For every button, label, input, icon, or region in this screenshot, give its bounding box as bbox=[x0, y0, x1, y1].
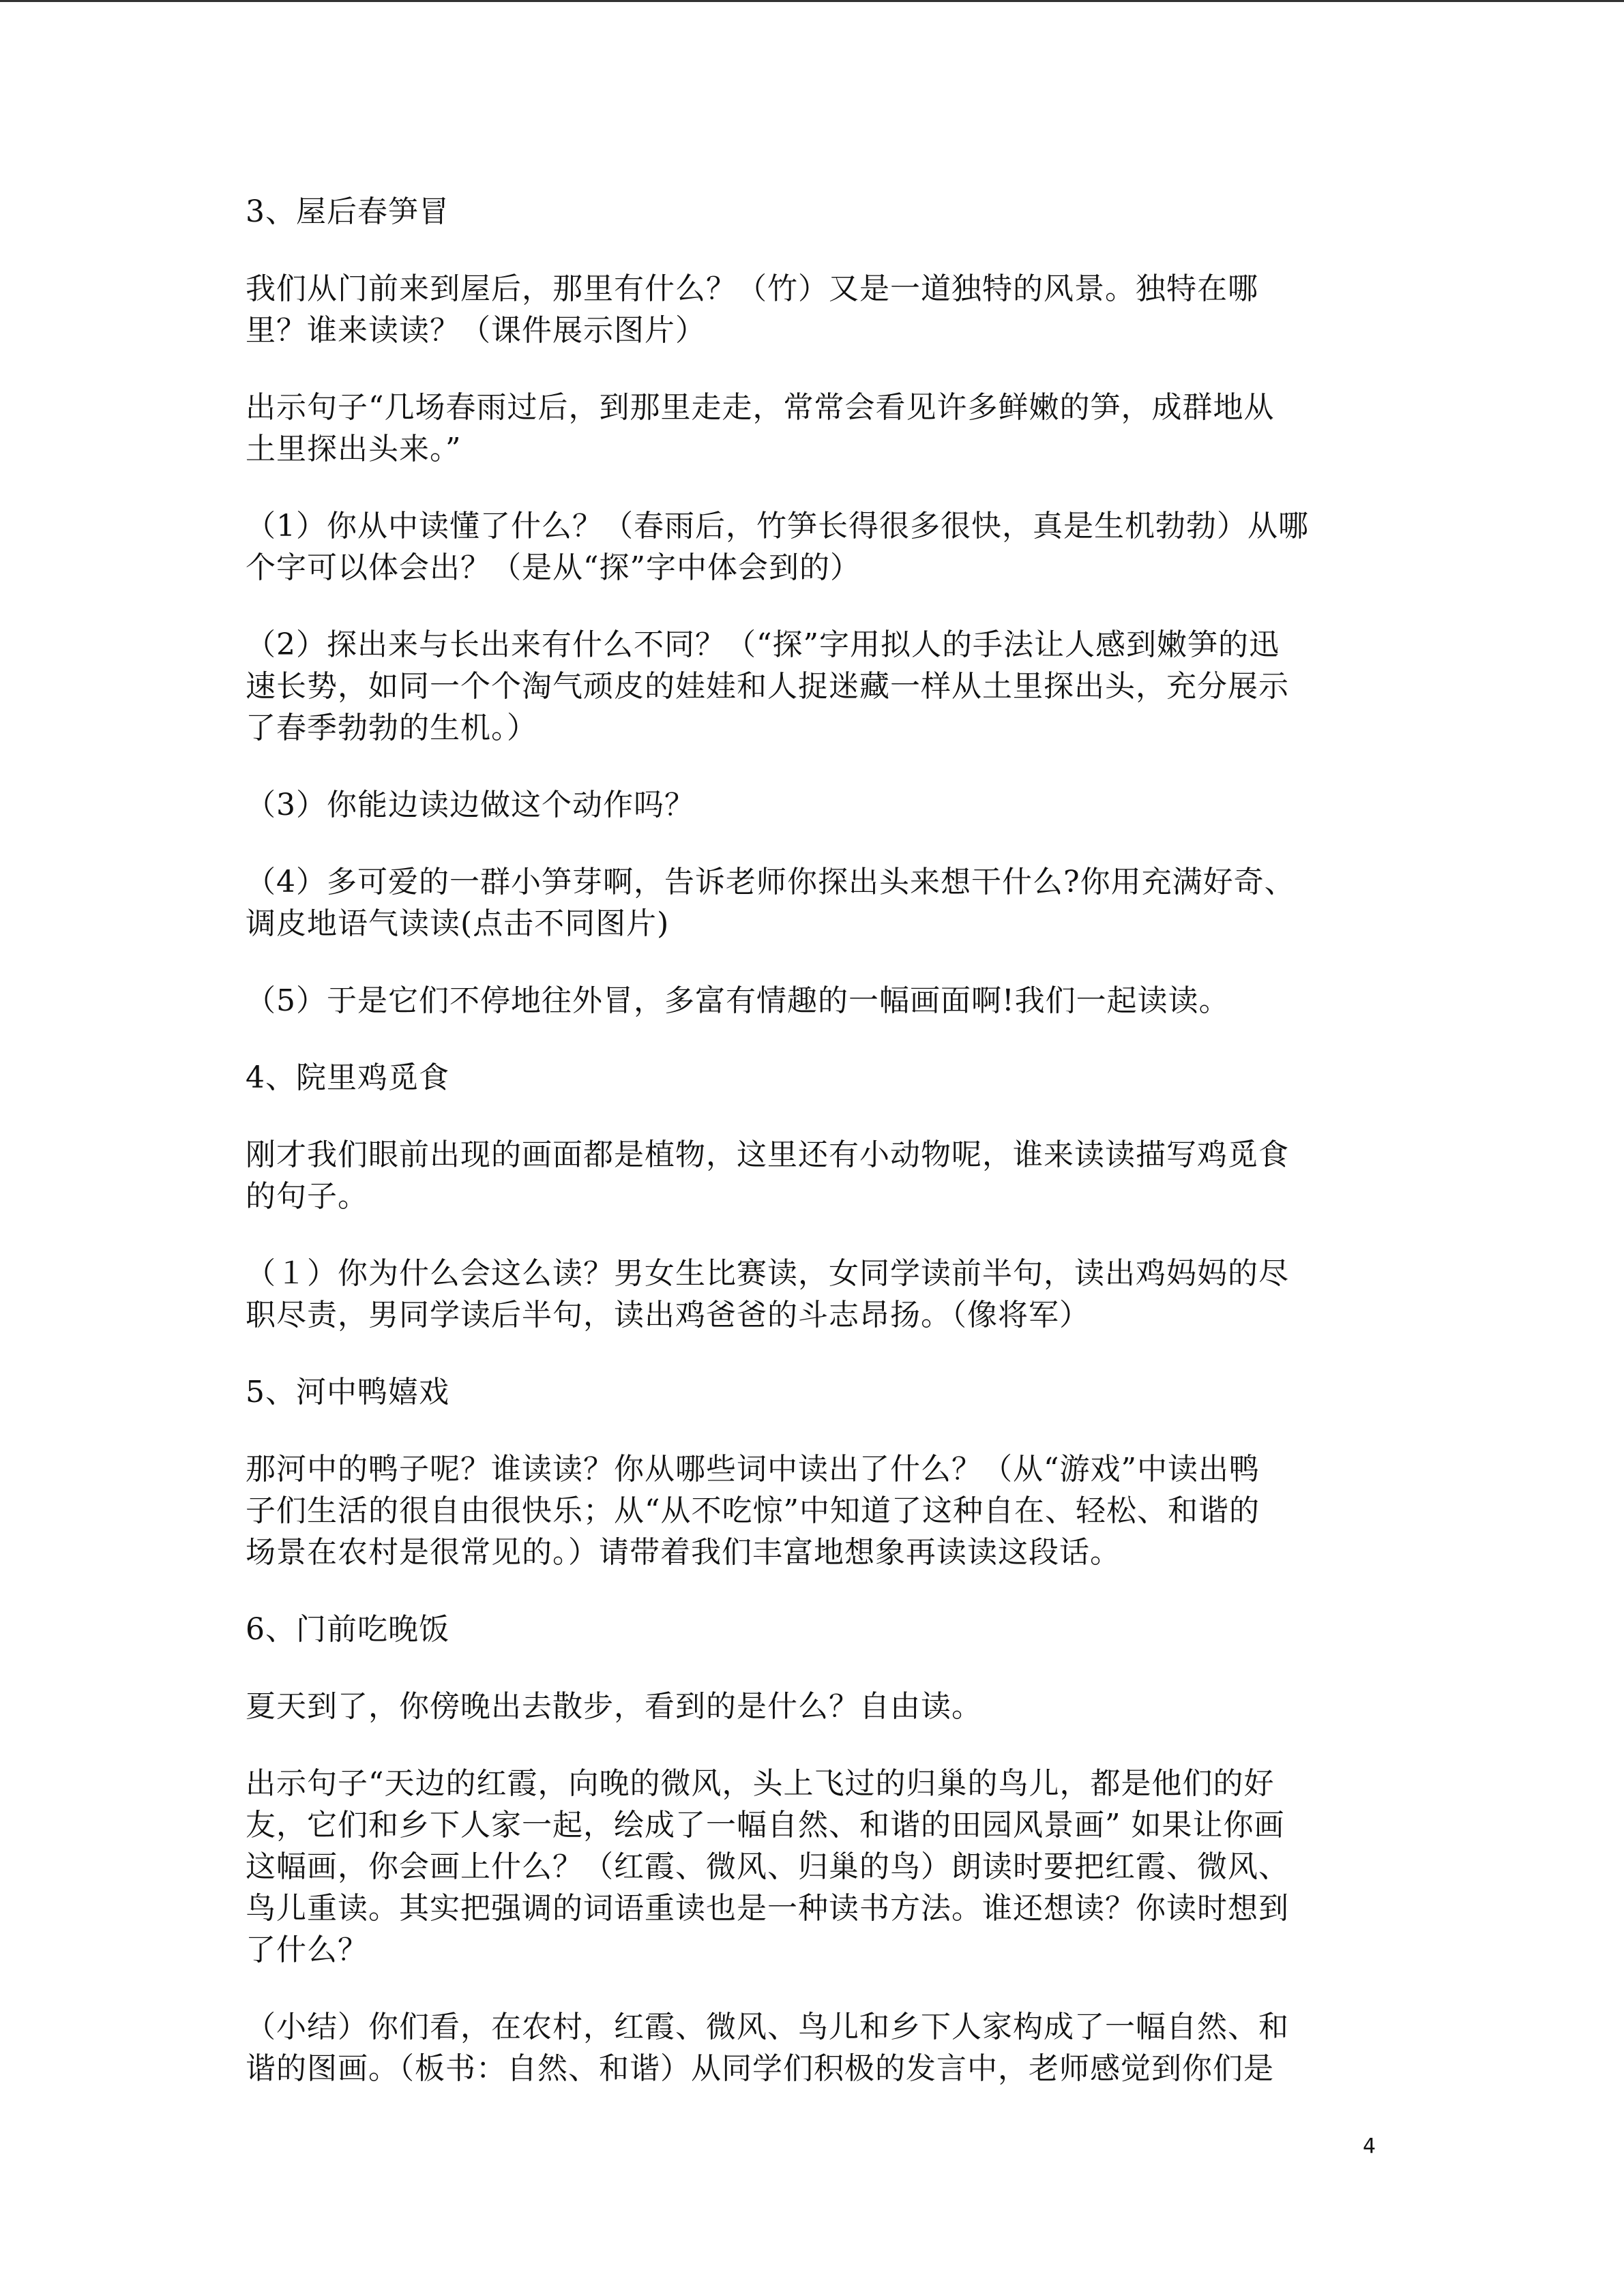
paragraph: 刚才我们眼前出现的画面都是植物，这里还有小动物呢，谁来读读描写鸡觅食 的句子。 bbox=[246, 1137, 1289, 1214]
page-number: 4 bbox=[1363, 2134, 1376, 2158]
section-heading-dinner: 6、门前吃晚饭 bbox=[246, 1612, 449, 1647]
document-body bbox=[246, 191, 1391, 2125]
paragraph: 夏天到了，你傍晚出去散步，看到的是什么？自由读。 bbox=[246, 1689, 982, 1724]
paragraph: （3）你能边读边做这个动作吗？ bbox=[246, 788, 695, 822]
top-border-line bbox=[0, 0, 1624, 2]
paragraph: 那河中的鸭子呢？谁读读？你从哪些词中读出了什么？（从“游戏”中读出鸭 子们生活的很自由很快乐；从“从不吃惊”中知道了这种自在、轻松、和谐的 场景在农村是很常见的。）请带着我们丰富地想象再读读这段话。 bbox=[246, 1452, 1260, 1570]
paragraph: （5）于是它们不停地往外冒，多富有情趣的一幅画面啊!我们一起读读。 bbox=[246, 983, 1230, 1018]
paragraph: （１）你为什么会这么读？男女生比赛读，女同学读前半句，读出鸡妈妈的尽 职尽责，男同学读后半句，读出鸡爸爸的斗志昂扬。（像将军） bbox=[246, 1256, 1289, 1332]
paragraph: 出示句子“天边的红霞，向晚的微风，头上飞过的归巢的鸟儿，都是他们的好 友，它们和乡下人家一起，绘成了一幅自然、和谐的田园风景画” 如果让你画 这幅画，你会画上什么？（红霞、微风、归巢的鸟）朗读时要把红霞、微风、 鸟儿重读。其实把强调的词语重读也是一种读书方法。谁还想读？你读时想到 了什么？ bbox=[246, 1766, 1289, 1967]
section-heading-ducks: 5、河中鸭嬉戏 bbox=[246, 1375, 449, 1410]
paragraph: （1）你从中读懂了什么？（春雨后，竹笋长得很多很快，真是生机勃勃）从哪 个字可以体会出？（是从“探”字中体会到的） bbox=[246, 509, 1309, 585]
paragraph: （2）探出来与长出来有什么不同？（“探”字用拟人的手法让人感到嫩笋的迅 速长势，如同一个个淘气顽皮的娃娃和人捉迷藏一样从土里探出头，充分展示 了春季勃勃的生机。） bbox=[246, 627, 1289, 745]
section-heading-chickens: 4、院里鸡觅食 bbox=[246, 1060, 449, 1095]
paragraph: 出示句子“几场春雨过后，到那里走走，常常会看见许多鲜嫩的笋，成群地从 土里探出头来。” bbox=[246, 390, 1275, 466]
paragraph: 我们从门前来到屋后，那里有什么？（竹）又是一道独特的风景。独特在哪 里？谁来读读？（课件展示图片） bbox=[246, 271, 1258, 348]
section-heading-bamboo: 3、屋后春笋冒 bbox=[246, 194, 449, 229]
paragraph: （小结）你们看，在农村，红霞、微风、鸟儿和乡下人家构成了一幅自然、和 谐的图画。（板书：自然、和谐）从同学们积极的发言中，老师感觉到你们是 bbox=[246, 2010, 1289, 2086]
paragraph: （4）多可爱的一群小笋芽啊，告诉老师你探出头来想干什么?你用充满好奇、 调皮地语气读读(点击不同图片) bbox=[246, 865, 1295, 941]
